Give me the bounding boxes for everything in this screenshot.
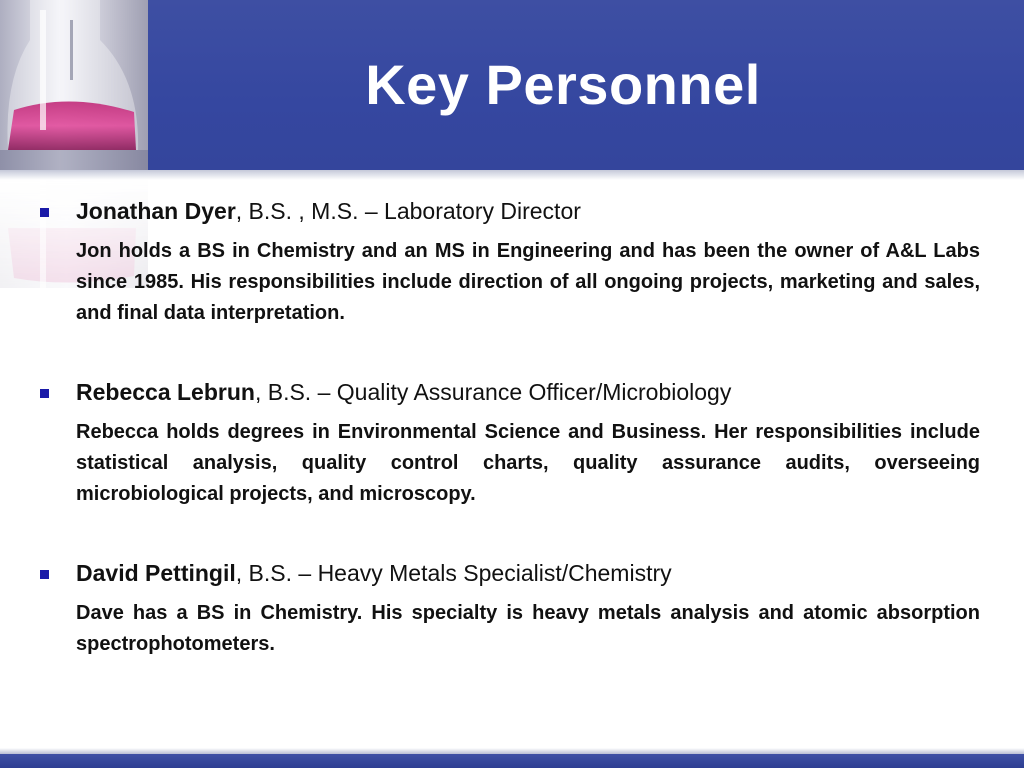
person-heading	[76, 375, 980, 409]
bullet-square-icon	[40, 389, 49, 398]
flask-image	[0, 0, 148, 170]
list-item	[38, 556, 980, 660]
list-item	[38, 194, 980, 329]
personnel-list	[38, 194, 980, 660]
person-name: Jonathan Dyer	[76, 198, 236, 224]
flask-icon	[0, 0, 148, 170]
bullet-square-icon	[40, 570, 49, 579]
footer-band	[0, 754, 1024, 768]
person-description: Jon holds a BS in Chemistry and an MS in Engineering and has been the owner of A&L Labs since 1985. His responsibilities include direction of all ongoing projects, marketing and sales, and final data interpretation.	[76, 240, 980, 324]
page-title: Key Personnel	[365, 53, 761, 116]
header-divider	[0, 170, 1024, 180]
person-heading	[76, 194, 980, 228]
list-item	[38, 375, 980, 510]
person-credentials-role: , B.S. – Quality Assurance Officer/Microbiology	[254, 379, 732, 405]
bullet-square-icon	[40, 208, 49, 217]
person-description: Dave has a BS in Chemistry. His specialty is heavy metals analysis and atomic absorption spectrophotometers.	[76, 602, 980, 655]
person-description: Rebecca holds degrees in Environmental Science and Business. Her responsibilities include statistical analysis, quality control charts, quality assurance audits, overseeing microbiological projects, and microscopy.	[76, 421, 980, 505]
person-heading	[76, 556, 980, 590]
person-name: Rebecca Lebrun	[76, 379, 255, 405]
person-credentials-role: , B.S. , M.S. – Laboratory Director	[235, 198, 581, 224]
person-name: David Pettingil	[76, 560, 236, 586]
person-credentials-role: , B.S. – Heavy Metals Specialist/Chemistry	[235, 560, 672, 586]
